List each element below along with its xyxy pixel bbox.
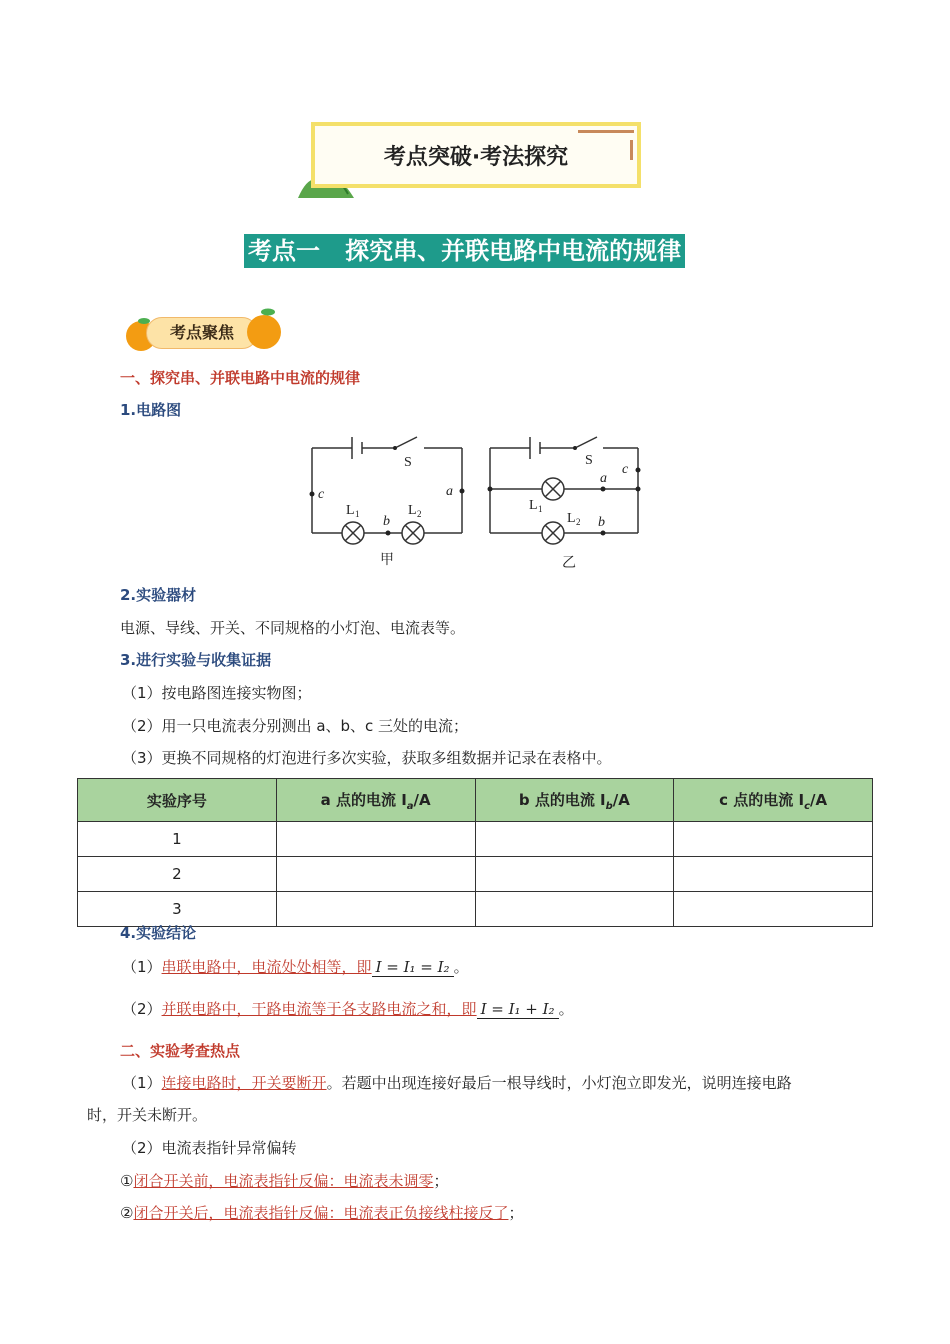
subheading-circuit: 1.电路图 [120, 401, 182, 419]
table-header: a 点的电流 $I_a/A$ [276, 779, 475, 822]
table-cell[interactable] [674, 892, 873, 927]
focus-tag: 考点聚焦 [146, 317, 258, 349]
svg-text:1: 1 [355, 509, 360, 519]
data-table [77, 778, 873, 927]
table-cell[interactable] [276, 892, 475, 927]
svg-text:2: 2 [576, 517, 581, 527]
banner-decoration-line [578, 130, 634, 133]
conclusion-1: （1）串联电路中，电流处处相等，即 I = I₁ = I₂ 。 [122, 958, 469, 976]
hotspot-2a: ①闭合开关前，电流表指针反偏：电流表未调零； [120, 1172, 449, 1190]
svg-text:1: 1 [538, 504, 543, 514]
hotspot-1: （1）连接电路时，开关要断开。若题中出现连接好最后一根导线时，小灯泡立即发光，说明连接电路 [122, 1074, 792, 1092]
svg-text:a: a [446, 484, 453, 499]
svg-text:c: c [318, 487, 325, 502]
table-cell[interactable] [276, 857, 475, 892]
subheading-conclusion: 4.实验结论 [120, 924, 197, 942]
svg-text:L: L [567, 511, 576, 526]
parallel-circuit [490, 437, 638, 544]
orange-icon [244, 302, 284, 352]
table-row [78, 892, 873, 927]
section-title: 考点一 探究串、并联电路中电流的规律 [244, 234, 685, 268]
svg-text:L: L [346, 503, 355, 518]
subheading-procedure: 3.进行实验与收集证据 [120, 651, 272, 669]
table-cell[interactable] [475, 892, 674, 927]
conclusion-2: （2）并联电路中，干路电流等于各支路电流之和，即 I = I₁ + I₂ 。 [122, 1000, 574, 1018]
table-cell[interactable] [276, 822, 475, 857]
svg-text:b: b [383, 514, 390, 529]
svg-text:b: b [598, 515, 605, 530]
hotspot-2b: ②闭合开关后，电流表指针反偏：电流表正负接线柱接反了； [120, 1204, 524, 1222]
table-header: b 点的电流 $I_b/A$ [475, 779, 674, 822]
svg-text:a: a [600, 471, 607, 486]
svg-text:c: c [622, 462, 629, 477]
circuit-diagrams [300, 428, 650, 573]
svg-text:S: S [585, 453, 593, 468]
table-cell[interactable] [475, 857, 674, 892]
table-header: 实验序号 [78, 779, 277, 822]
table-cell[interactable] [475, 822, 674, 857]
subheading-equipment: 2.实验器材 [120, 586, 197, 604]
hotspot-2: （2）电流表指针异常偏转 [122, 1139, 297, 1157]
part2-heading: 二、实验考查热点 [120, 1042, 241, 1060]
table-cell[interactable] [674, 857, 873, 892]
table-row [78, 822, 873, 857]
svg-text:乙: 乙 [562, 555, 576, 571]
equipment-text: 电源、导线、开关、不同规格的小灯泡、电流表等。 [120, 619, 466, 637]
table-header: c 点的电流 $I_c/A$ [674, 779, 873, 822]
part1-heading: 一、探究串、并联电路中电流的规律 [120, 369, 361, 387]
table-cell: 1 [78, 822, 277, 857]
step-3: （3）更换不同规格的灯泡进行多次实验，获取多组数据并记录在表格中。 [122, 749, 612, 767]
step-1: （1）按电路图连接实物图； [122, 684, 312, 702]
table-row [78, 857, 873, 892]
table-cell: 2 [78, 857, 277, 892]
formula-parallel: I = I₁ + I₂ [477, 1000, 559, 1019]
table-cell[interactable] [674, 822, 873, 857]
svg-text:L: L [408, 503, 417, 518]
banner-title: 考点突破·考法探究 [383, 145, 569, 170]
svg-text:2: 2 [417, 509, 422, 519]
svg-text:L: L [529, 498, 538, 513]
table-cell: 3 [78, 892, 277, 927]
step-2: （2）用一只电流表分别测出 a、b、c 三处的电流； [122, 717, 469, 735]
hotspot-1-cont: 时，开关未断开。 [87, 1106, 208, 1124]
svg-text:S: S [404, 455, 412, 470]
formula-series: I = I₁ = I₂ [372, 958, 454, 977]
svg-text:甲: 甲 [380, 552, 394, 568]
